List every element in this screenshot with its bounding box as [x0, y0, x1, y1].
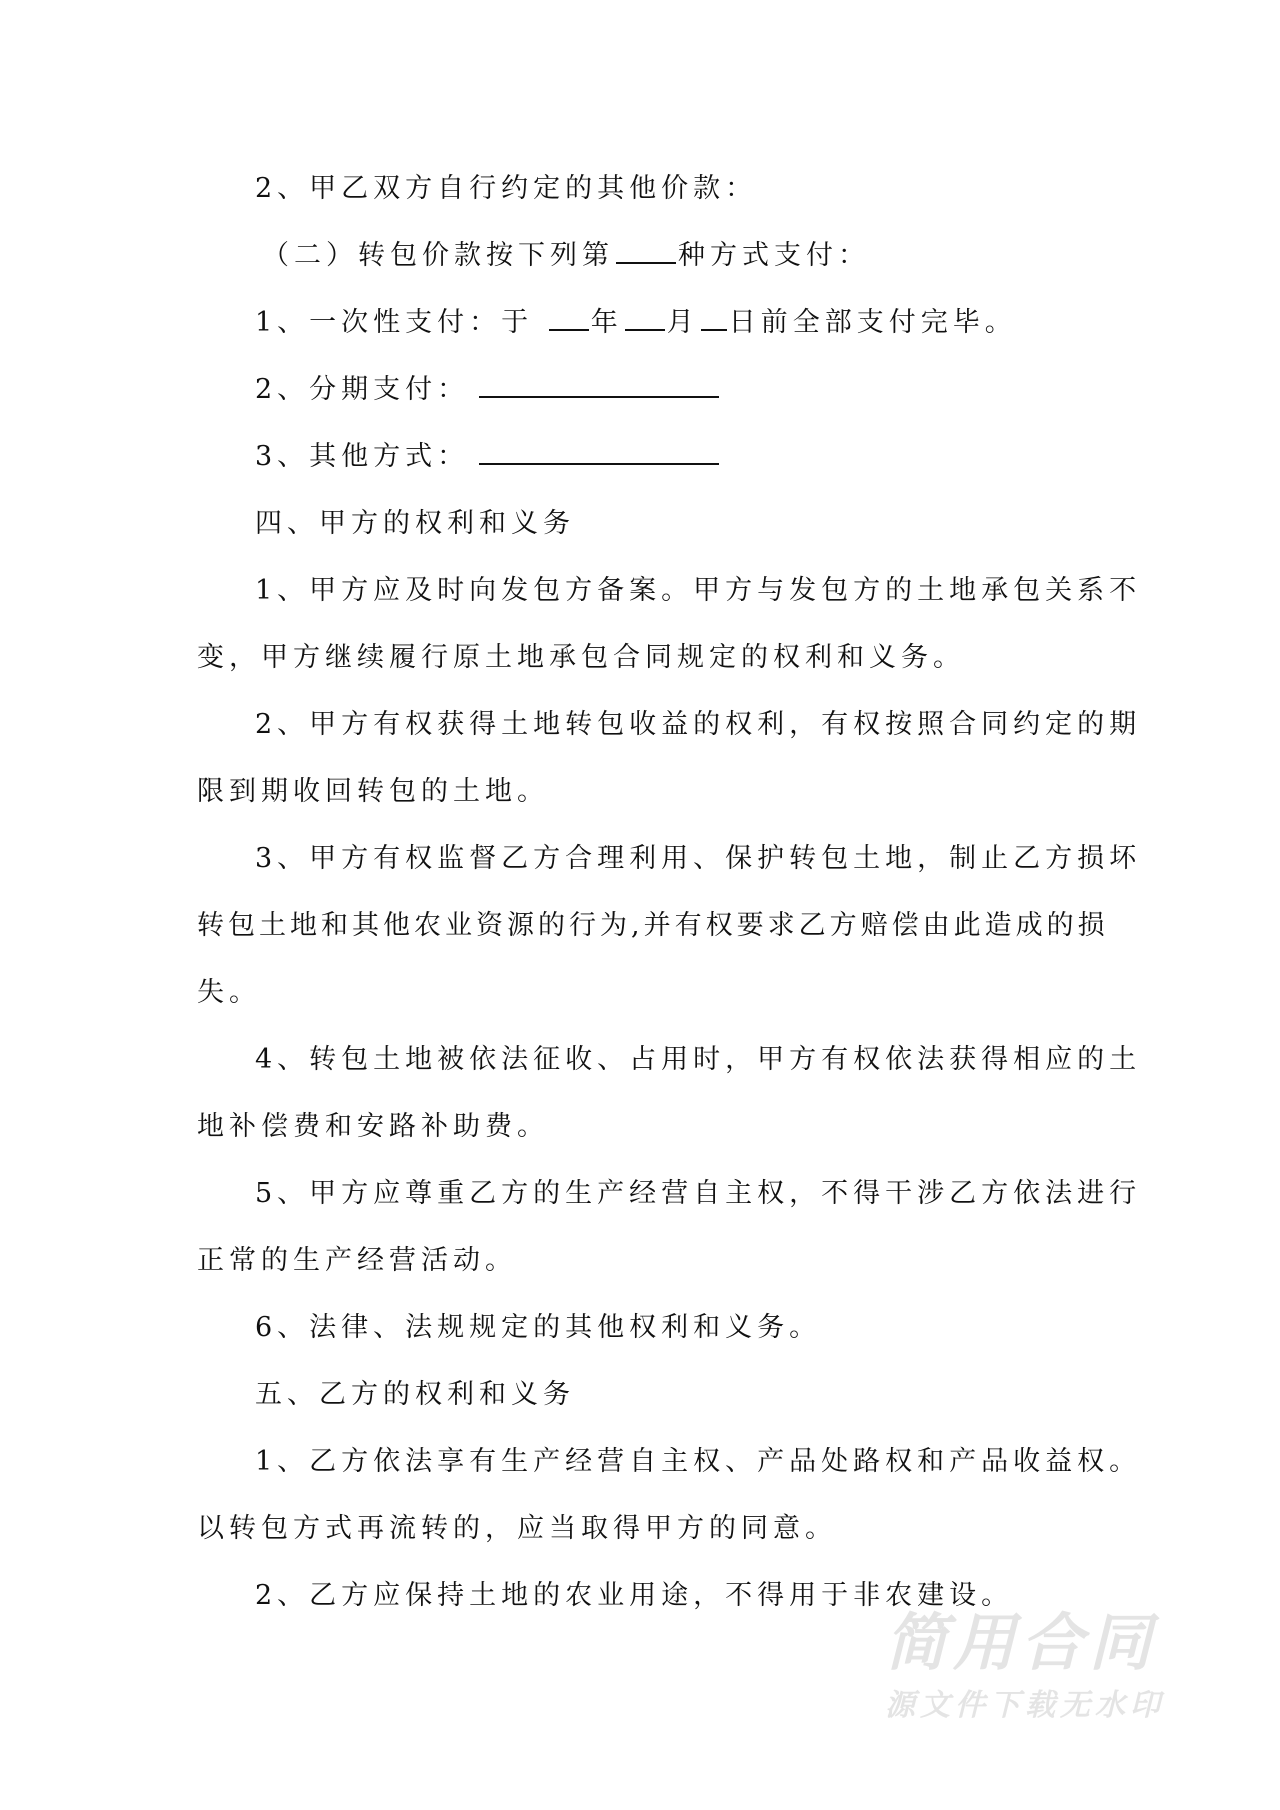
paragraph-text: 6、法律、法规规定的其他权利和义务。 — [255, 1312, 822, 1343]
paragraph-text: 4、转包土地被依法征收、占用时，甲方有权依法获得相应的土 — [255, 1044, 1142, 1075]
paragraph-text: 限到期收回转包的土地。 — [197, 776, 549, 807]
paragraph-text: 转包土地和其他农业资源的行为,并有权要求乙方赔偿由此造成的损 — [197, 910, 1109, 941]
paragraph-text: 2、甲方有权获得土地转包收益的权利，有权按照合同约定的期 — [255, 709, 1142, 740]
paragraph-installment — [255, 370, 1150, 410]
paragraph-text: 1、乙方依法享有生产经营自主权、产品处路权和产品收益权。 — [255, 1446, 1142, 1477]
payment-method-prefix: （二）转包价款按下列第 — [262, 240, 614, 271]
paragraph-text: 变，甲方继续履行原土地承包合同规定的权利和义务。 — [197, 642, 965, 673]
paragraph-text: 失。 — [197, 977, 261, 1008]
paragraph-text: 以转包方式再流转的，应当取得甲方的同意。 — [197, 1513, 837, 1544]
day-blank[interactable] — [701, 303, 727, 331]
section-heading-party-a: 四、甲方的权利和义务 — [255, 508, 575, 539]
paragraph-text: 1、甲方应及时向发包方备案。甲方与发包方的土地承包关系不 — [255, 575, 1142, 606]
paragraph-other-price: 2、甲乙双方自行约定的其他价款： — [255, 173, 758, 204]
month-blank[interactable] — [625, 303, 665, 331]
paragraph-text: 3、甲方有权监督乙方合理利用、保护转包土地，制止乙方损坏 — [255, 843, 1142, 874]
section-heading-party-b: 五、乙方的权利和义务 — [255, 1379, 575, 1410]
lump-sum-prefix: 1、一次性支付：于 — [255, 307, 547, 338]
year-blank[interactable] — [549, 303, 589, 331]
month-label: 月 — [666, 307, 699, 338]
paragraph-payment-method — [262, 236, 1157, 276]
other-method-label: 3、其他方式： — [255, 441, 470, 472]
paragraph-text: 正常的生产经营活动。 — [197, 1245, 517, 1276]
paragraph-text: 5、甲方应尊重乙方的生产经营自主权，不得干涉乙方依法进行 — [255, 1178, 1142, 1209]
lump-sum-suffix: 日前全部支付完毕。 — [728, 307, 1017, 338]
watermark-title: 简用合同 — [885, 1606, 1158, 1679]
installment-blank[interactable] — [479, 370, 719, 398]
installment-label: 2、分期支付： — [255, 374, 470, 405]
paragraph-other-method — [255, 437, 1150, 477]
paragraph-text: 地补偿费和安路补助费。 — [197, 1111, 549, 1142]
payment-method-blank[interactable] — [616, 236, 676, 264]
paragraph-lump-sum — [255, 303, 1150, 343]
watermark-subtitle: 源文件下载无水印 — [885, 1688, 1165, 1723]
year-label: 年 — [590, 307, 623, 338]
other-method-blank[interactable] — [479, 437, 719, 465]
paragraph-text: 2、乙方应保持土地的农业用途，不得用于非农建设。 — [255, 1580, 1014, 1611]
payment-method-suffix: 种方式支付： — [678, 240, 870, 271]
